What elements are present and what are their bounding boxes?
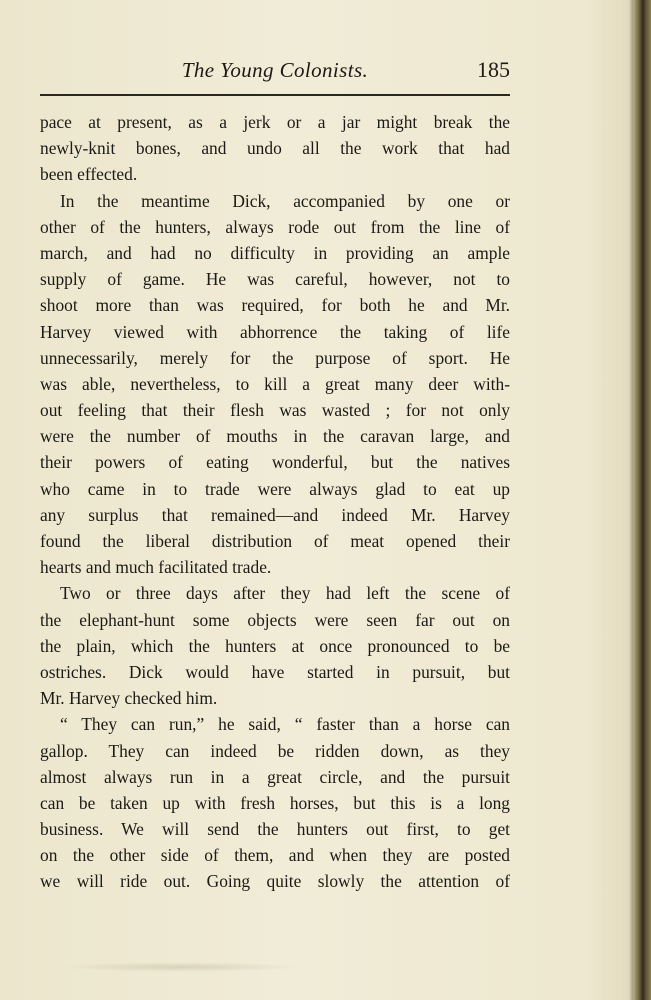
text-line: found the liberal distribution of meat opened their: [40, 531, 510, 551]
page-number: 185: [477, 57, 510, 82]
book-spine: [633, 0, 651, 1000]
running-header: [40, 52, 510, 88]
text-line: gallop. They can indeed be ridden down, as they: [40, 740, 510, 761]
text-line: almost always run in a great circle, and the pursuit: [40, 766, 510, 787]
text-line: any surplus that remained—and indeed Mr. Harvey: [40, 504, 510, 525]
text-line: we will ride out. Going quite slowly the attention of: [40, 871, 510, 892]
text-line: other of the hunters, always rode out from the line of: [40, 216, 510, 237]
text-line: can be taken up with fresh horses, but this is a long: [40, 792, 510, 813]
text-line: supply of game. He was careful, however, not to: [40, 269, 510, 290]
text-line: the plain, which the hunters at once pronounced to be: [40, 635, 510, 656]
paragraph-start-line: In the meantime Dick, accompanied by one or: [60, 190, 510, 211]
paragraph-start-line: Two or three days after they had left the scene of: [60, 583, 510, 604]
text-line: was able, nevertheless, to kill a great many deer with-: [40, 373, 510, 394]
text-line: their powers of eating wonderful, but the natives: [40, 452, 510, 473]
running-title: The Young Colonists.: [181, 58, 369, 82]
text-line: newly-knit bones, and undo all the work that had: [40, 138, 510, 159]
paragraph-start-line: “ They can run,” he said, “ faster than a horse can: [60, 714, 510, 735]
text-line: Harvey viewed with abhorrence the taking of life: [40, 321, 510, 342]
body-text: [40, 109, 510, 895]
text-line: unnecessarily, merely for the purpose of sport. He: [40, 347, 510, 368]
text-line: pace at present, as a jerk or a jar might break the: [40, 112, 510, 132]
text-line: been effected.: [40, 164, 138, 185]
page-smudge: [60, 962, 300, 972]
text-line: on the other side of them, and when they are posted: [40, 845, 510, 866]
text-line: ostriches. Dick would have started in pursuit, but: [40, 661, 510, 682]
text-line: out feeling that their flesh was wasted ; for not only: [40, 400, 510, 421]
text-line: shoot more than was required, for both he and Mr.: [40, 295, 510, 316]
text-line: business. We will send the hunters out first, to get: [40, 819, 510, 840]
header-rule: [40, 94, 510, 96]
text-line: were the number of mouths in the caravan large, and: [40, 426, 510, 447]
text-line: who came in to trade were always glad to eat up: [40, 478, 510, 499]
text-line: the elephant-hunt some objects were seen far out on: [40, 609, 510, 630]
text-line: hearts and much facilitated trade.: [40, 557, 272, 578]
text-line: march, and had no difficulty in providing an ample: [40, 242, 510, 263]
text-line: Mr. Harvey checked him.: [40, 688, 218, 709]
